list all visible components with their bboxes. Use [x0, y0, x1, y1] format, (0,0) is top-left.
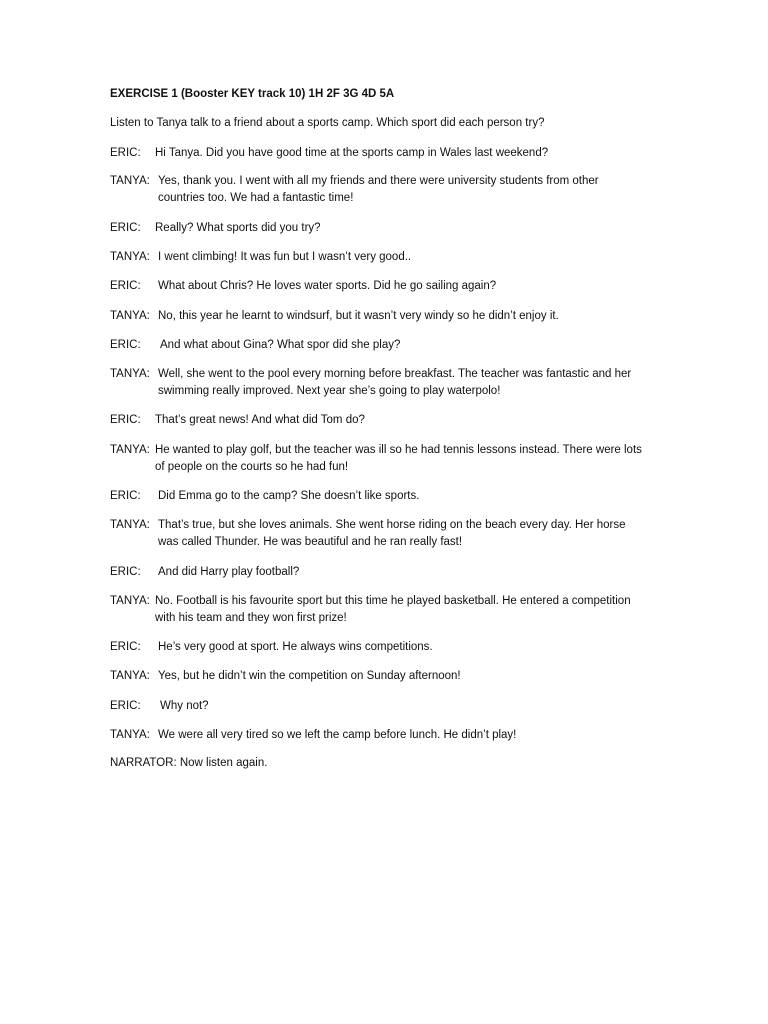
dialogue-line: [110, 639, 670, 656]
dialogue-text: Hi Tanya. Did you have good time at the sports camp in Wales last weekend?: [155, 147, 549, 159]
narrator-line: NARRATOR: Now listen again.: [110, 757, 268, 769]
speaker-label: ERIC:: [110, 490, 141, 502]
speaker-label: ERIC:: [110, 222, 141, 234]
dialogue-text: Yes, but he didn’t win the competition on Sunday afternoon!: [158, 670, 461, 682]
speaker-label: ERIC:: [110, 147, 141, 159]
dialogue-line: [110, 727, 670, 744]
dialogue-line: [110, 564, 670, 581]
dialogue-text: And did Harry play football?: [158, 566, 300, 578]
dialogue-line: [110, 145, 670, 162]
dialogue-line: [110, 366, 670, 400]
speaker-label: TANYA:: [110, 519, 150, 531]
speaker-label: TANYA:: [110, 175, 150, 187]
dialogue-text: That’s true, but she loves animals. She went horse riding on the beach every day. Her horse was called Thunder. He was beautiful and he ran really fast!: [158, 519, 626, 548]
dialogue-line: [110, 442, 670, 476]
dialogue-text: He wanted to play golf, but the teacher was ill so he had tennis lessons instead. There were lots of people on the courts so he had fun!: [155, 444, 642, 473]
dialogue-text: Why not?: [160, 700, 209, 712]
dialogue-text: No, this year he learnt to windsurf, but it wasn’t very windy so he didn’t enjoy it.: [158, 310, 559, 322]
dialogue-text: And what about Gina? What spor did she play?: [160, 339, 401, 351]
dialogue-line: [110, 337, 670, 354]
dialogue-line: [110, 593, 670, 627]
exercise-title: EXERCISE 1 (Booster KEY track 10) 1H 2F 3G 4D 5A: [110, 88, 395, 100]
dialogue-text: Did Emma go to the camp? She doesn’t like sports.: [158, 490, 420, 502]
dialogue-line: [110, 412, 670, 429]
speaker-label: TANYA:: [110, 368, 150, 380]
dialogue-text: I went climbing! It was fun but I wasn’t very good..: [158, 251, 412, 263]
speaker-label: ERIC:: [110, 339, 141, 351]
dialogue-text: Really? What sports did you try?: [155, 222, 321, 234]
dialogue-text: We were all very tired so we left the camp before lunch. He didn’t play!: [158, 729, 517, 741]
speaker-label: ERIC:: [110, 414, 141, 426]
dialogue-line: [110, 220, 670, 237]
speaker-label: ERIC:: [110, 700, 141, 712]
dialogue-line: [110, 173, 670, 207]
dialogue-text: That’s great news! And what did Tom do?: [155, 414, 365, 426]
dialogue-line: [110, 249, 670, 266]
dialogue-line: [110, 698, 670, 715]
speaker-label: ERIC:: [110, 641, 141, 653]
dialogue-line: [110, 488, 670, 505]
speaker-label: TANYA:: [110, 670, 150, 682]
speaker-label: TANYA:: [110, 595, 150, 607]
exercise-instructions: Listen to Tanya talk to a friend about a sports camp. Which sport did each person try?: [110, 117, 545, 129]
dialogue-line: [110, 668, 670, 685]
dialogue-text: Well, she went to the pool every morning before breakfast. The teacher was fantastic and her swimming really improved. Next year she’s going to play waterpolo!: [158, 368, 632, 397]
dialogue-text: What about Chris? He loves water sports. Did he go sailing again?: [158, 280, 497, 292]
dialogue-line: [110, 308, 670, 325]
speaker-label: TANYA:: [110, 444, 150, 456]
speaker-label: TANYA:: [110, 310, 150, 322]
speaker-label: TANYA:: [110, 251, 150, 263]
dialogue-text: Yes, thank you. I went with all my friends and there were university students from other countries too. We had a fantastic time!: [158, 175, 599, 204]
speaker-label: ERIC:: [110, 566, 141, 578]
dialogue-text: He’s very good at sport. He always wins competitions.: [158, 641, 433, 653]
dialogue-text: No. Football is his favourite sport but this time he played basketball. He entered a competition with his team and they won first prize!: [155, 595, 631, 624]
speaker-label: ERIC:: [110, 280, 141, 292]
dialogue-line: [110, 278, 670, 295]
speaker-label: TANYA:: [110, 729, 150, 741]
dialogue-line: [110, 517, 670, 551]
